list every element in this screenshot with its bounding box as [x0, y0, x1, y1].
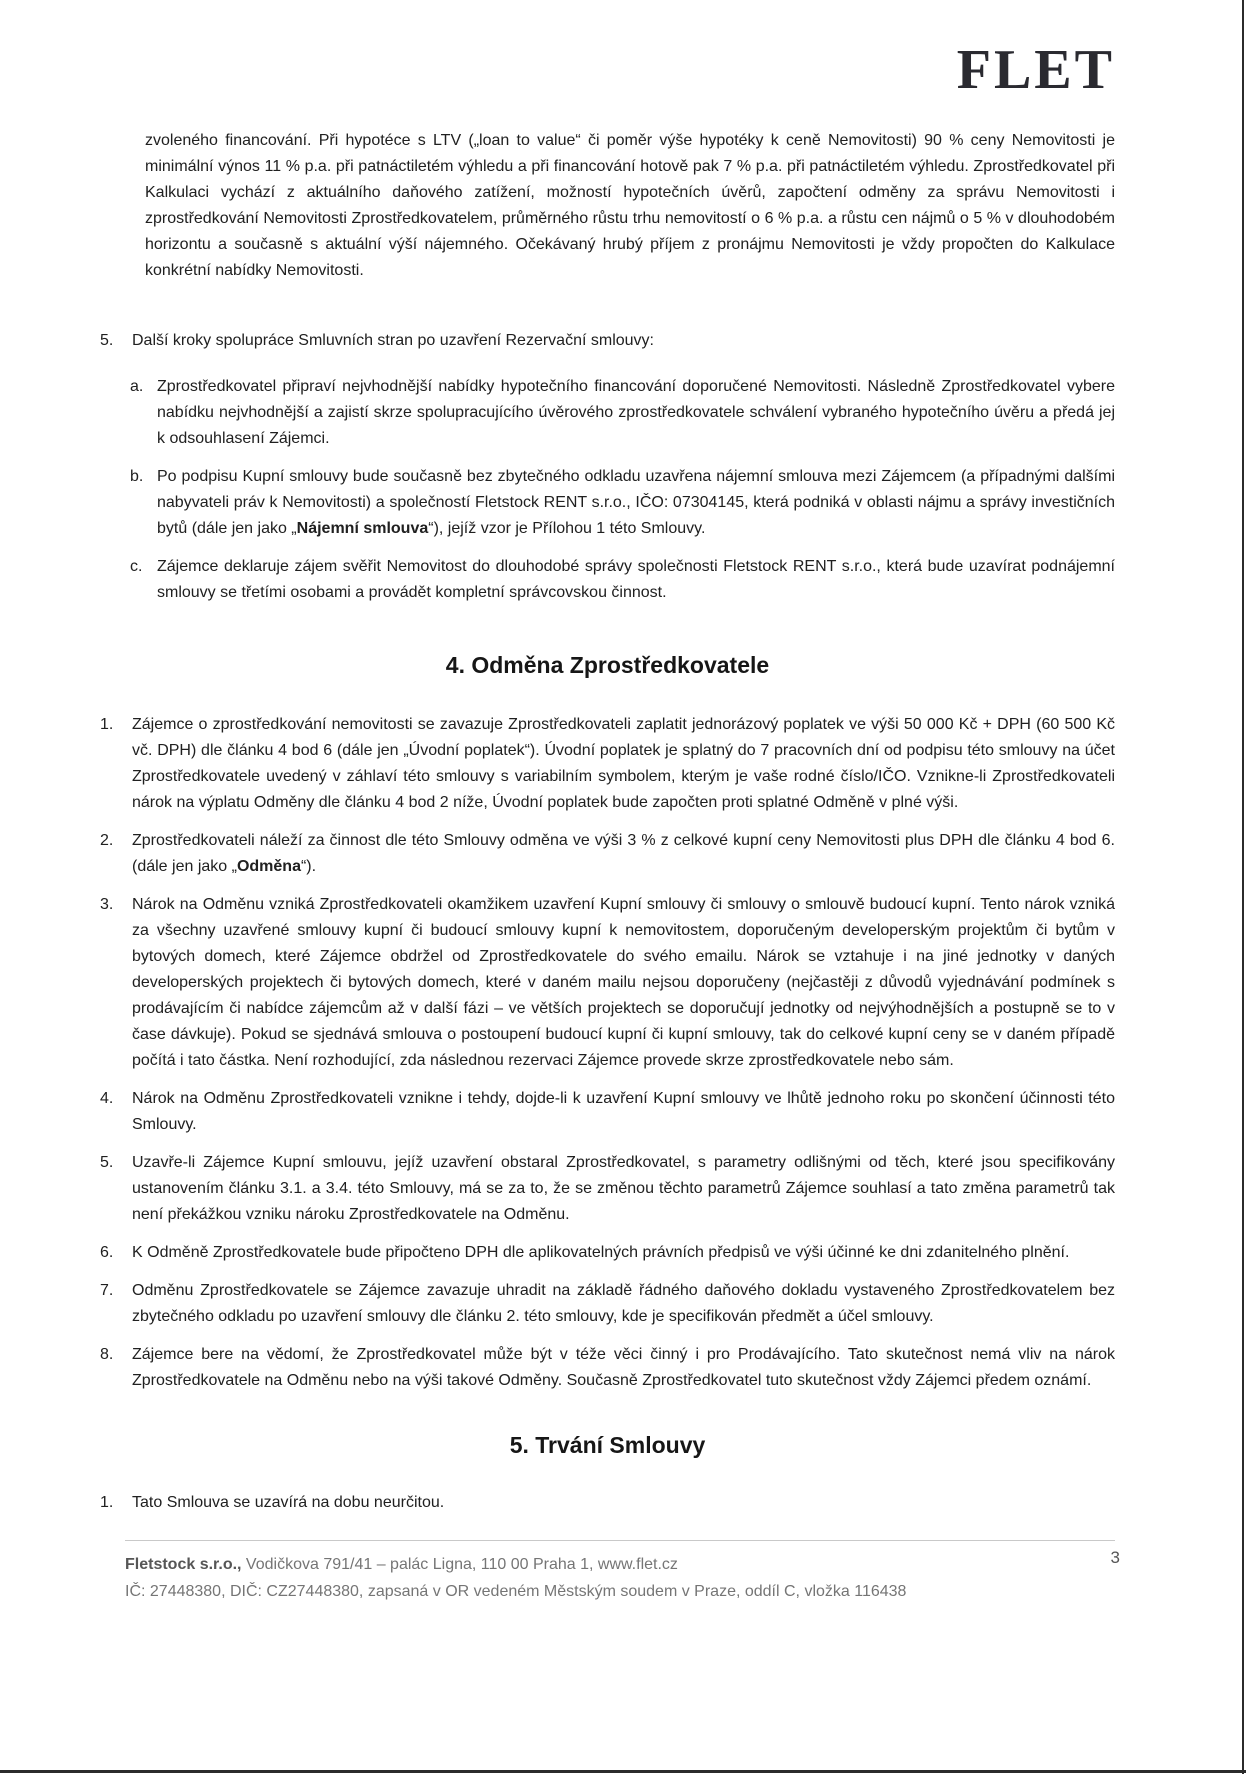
sub-item-text — [157, 374, 1115, 452]
sub-item-b — [130, 464, 1115, 542]
sub-item-text — [157, 464, 1115, 542]
flet-logo: FLET — [956, 39, 1115, 101]
item-text — [132, 1490, 1115, 1516]
text-segment: Zájemce bere na vědomí, že Zprostředkovatel může být v téže věci činný i pro Prodávajícího. Tato skutečnost nemá vliv na nárok Zprostředkovatele na Odměnu nebo na výši takové Odměny. Současně Zprostředkovatel tuto skutečnost vždy Zájemci předem oznámí. — [132, 1346, 1115, 1389]
section4-item-2 — [100, 828, 1115, 880]
section4-item-6 — [100, 1240, 1115, 1266]
item-number: 5. — [100, 1154, 114, 1171]
item-number: 1. — [100, 1494, 114, 1511]
item-text — [132, 1240, 1115, 1266]
footer-company-name: Fletstock s.r.o., — [125, 1556, 242, 1573]
sub-item-marker: c. — [130, 558, 143, 575]
footer-address: Vodičkova 791/41 – palác Ligna, 110 00 Praha 1, www.flet.cz — [241, 1556, 678, 1573]
section4-item-1 — [100, 712, 1115, 816]
footer-divider — [125, 1540, 1115, 1541]
page-number: 3 — [1110, 1548, 1120, 1567]
item-number: 1. — [100, 716, 114, 733]
text-segment: Uzavře-li Zájemce Kupní smlouvu, jejíž uzavření obstaral Zprostředkovatel, s parametry odlišnými od těch, které jsou specifikovány ustanovením článku 3.1. a 3.4. této Smlouvy, má se za to, že se změnou těchto parametrů Zájemce souhlasí a tato změna parametrů tak není překážkou vzniku nároku Zprostředkovatele na Odměnu. — [132, 1154, 1115, 1223]
intro-paragraph: zvoleného financování. Při hypotéce s LTV („loan to value“ či poměr výše hypotéky k ceně Nemovitosti) 90 % ceny Nemovitosti je minimální výnos 11 % p.a. při patnáctiletém výhledu a při financování hotově pak 7 % p.a. při patnáctiletém výhledu. Zprostředkovatel při Kalkulaci vychází z aktuálního daňového zatížení, možností hypotečních úvěrů, započtení odměny za správu Nemovitosti i zprostředkování Nemovitosti Zprostředkovatelem, průměrného růstu trhu nemovitostí o 6 % p.a. a růstu cen nájmů o 5 % v dlouhodobém horizontu a současně s aktuální výší nájemného. Očekávaný hrubý příjem z pronájmu Nemovitosti je vždy propočten do Kalkulace konkrétní nabídky Nemovitosti. — [145, 132, 1115, 279]
text-segment: “), jejíž vzor je Přílohou 1 této Smlouvy. — [428, 520, 706, 537]
section4-item-3 — [100, 892, 1115, 1074]
item-number: 7. — [100, 1282, 114, 1299]
sub-item-text — [157, 554, 1115, 606]
defined-term: Odměna — [236, 858, 301, 875]
section4-item-5 — [100, 1150, 1115, 1228]
text-segment: Odměnu Zprostředkovatele se Zájemce zavazuje uhradit na základě řádného daňového dokladu vystaveného Zprostředkovatelem bez zbytečného odkladu po uzavření smlouvy dle článku 2. této smlouvy, kde je specifikován předmět a účel smlouvy. — [132, 1282, 1115, 1325]
item-text — [132, 1342, 1115, 1394]
page-edge-bottom — [0, 1770, 1246, 1773]
section4-item-8 — [100, 1342, 1115, 1394]
section-5-heading: 5. Trvání Smlouvy — [509, 1432, 706, 1458]
sub-item-marker: a. — [130, 378, 144, 395]
item-text — [132, 1086, 1115, 1138]
text-segment: Nárok na Odměnu Zprostředkovateli vznikne i tehdy, dojde-li k uzavření Kupní smlouvy ve lhůtě jednoho roku po skončení účinnosti této Smlouvy. — [132, 1090, 1115, 1133]
item-number: 2. — [100, 832, 114, 849]
page-footer — [125, 1540, 1120, 1605]
footer-registration-line: IČ: 27448380, DIČ: CZ27448380, zapsaná v OR vedeném Městským soudem v Praze, oddíl C, vložka 116438 — [125, 1583, 907, 1600]
header — [100, 0, 1115, 102]
text-segment: K Odměně Zprostředkovatele bude připočteno DPH dle aplikovatelných právních předpisů ve výši účinné ke dni zdanitelného plnění. — [132, 1244, 1070, 1261]
item-number: 5. — [100, 332, 114, 349]
sub-item-marker: b. — [130, 468, 144, 485]
text-segment: Zprostředkovateli náleží za činnost dle této Smlouvy odměna ve výši 3 % z celkové kupní ceny Nemovitosti plus DPH dle článku 4 bod 6.(dále jen jako „ — [132, 832, 1115, 875]
footer-company-line — [125, 1551, 1115, 1578]
text-segment: “). — [300, 858, 317, 875]
section5-item-1 — [100, 1490, 1115, 1516]
item-text — [132, 1150, 1115, 1228]
text-segment: Tato Smlouva se uzavírá na dobu neurčitou. — [132, 1494, 445, 1511]
text-segment: Zprostředkovatel připraví nejvhodnější nabídky hypotečního financování doporučené Nemovitosti. Následně Zprostředkovatel vybere nabídku nejvhodnější a zajistí skrze spolupracujícího úvěrového zprostředkovatele schválení vybraného hypotečního úvěru a předá jej k odsouhlasení Zájemci. — [157, 378, 1115, 447]
item-number: 4. — [100, 1090, 114, 1107]
sub-item-a — [130, 374, 1115, 452]
sub-item-c — [130, 554, 1115, 606]
item-text — [132, 828, 1115, 880]
item-text — [132, 712, 1115, 816]
page-edge-right — [1242, 0, 1244, 1774]
item-text: Další kroky spolupráce Smluvních stran po uzavření Rezervační smlouvy: — [132, 332, 654, 349]
item-number: 3. — [100, 896, 114, 913]
section4-item-4 — [100, 1086, 1115, 1138]
list-item-5 — [100, 328, 1115, 354]
text-segment: Po podpisu Kupní smlouvy bude současně bez zbytečného odkladu uzavřena nájemní smlouva mezi Zájemcem (a případnými dalšími nabyvateli práv k Nemovitosti) a společností Fletstock RENT s.r.o., IČO: 07304145, která podniká v oblasti nájmu a správy investičních bytů (dále jen jako „ — [157, 468, 1115, 537]
item-text — [132, 1278, 1115, 1330]
section-4-heading: 4. Odměna Zprostředkovatele — [445, 652, 770, 678]
section4-item-7 — [100, 1278, 1115, 1330]
item-number: 8. — [100, 1346, 114, 1363]
text-segment: Nárok na Odměnu vzniká Zprostředkovateli okamžikem uzavření Kupní smlouvy či smlouvy o smlouvě budoucí kupní. Tento nárok vzniká za všechny uzavřené smlouvy kupní či budoucí smlouvy kupní k nemovitostem, doporučeným developerským projektům či bytům v bytových domech, které Zájemce obdržel od Zprostředkovatele do svého emailu. Nárok se vztahuje i na jiné jednotky v daných developerských projektech či bytových domech, které v daném mailu nejsou doporučeny (nejčastěji z důvodů vyjednávání podmínek s prodávajícím či nabídce zájemcům až v další fázi – ve větších projektech se doporučují jednotky od nejvýhodnějších a postupně se to v čase dávkuje). Pokud se sjednává smlouva o postoupení budoucí kupní či kupní smlouvy, tak do celkové kupní ceny se v daném případě počítá i tato částka. Není rozhodující, zda následnou rezervaci Zájemce provede skrze zprostředkovatele nebo sám. — [132, 896, 1115, 1069]
text-segment: Zájemce deklaruje zájem svěřit Nemovitost do dlouhodobé správy společnosti Fletstock RENT s.r.o., která bude uzavírat podnájemní smlouvy se třetími osobami a provádět kompletní správcovskou činnost. — [157, 558, 1115, 601]
item-number: 6. — [100, 1244, 114, 1261]
defined-term: Nájemní smlouva — [296, 520, 429, 537]
item-text — [132, 892, 1115, 1074]
text-segment: Zájemce o zprostředkování nemovitosti se zavazuje Zprostředkovateli zaplatit jednorázový poplatek ve výši 50 000 Kč + DPH (60 500 Kč vč. DPH) dle článku 4 bod 6 (dále jen „Úvodní poplatek“). Úvodní poplatek je splatný do 7 pracovních dní od podpisu této smlouvy na účet Zprostředkovatele uvedený v záhlaví této smlouvy s variabilním symbolem, kterým je vaše rodné číslo/IČO. Vznikne-li Zprostředkovateli nárok na výplatu Odměny dle článku 4 bod 2 níže, Úvodní poplatek bude započten proti splatné Odměně v plné výši. — [132, 716, 1115, 811]
